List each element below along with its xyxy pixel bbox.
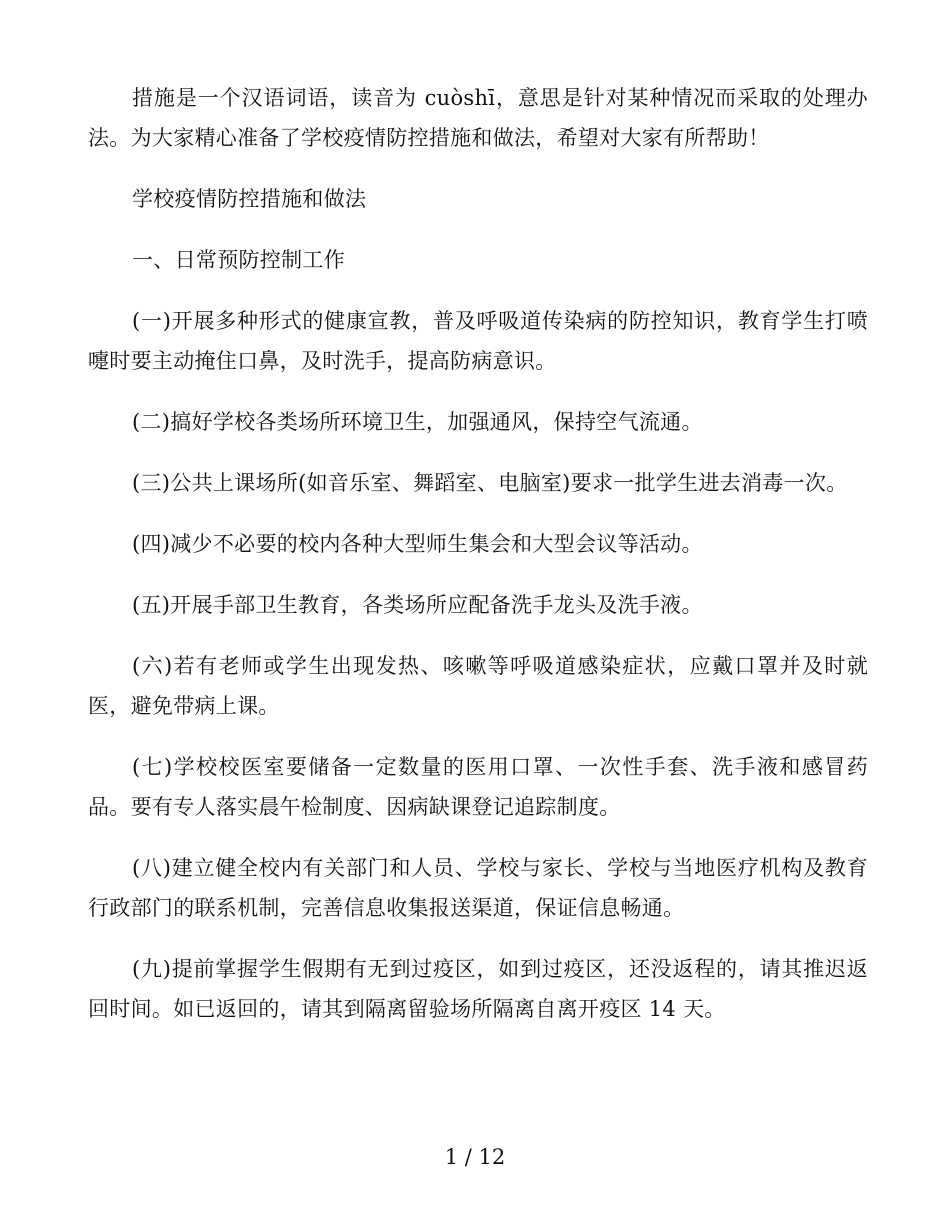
document-title: 学校疫情防控措施和做法 bbox=[132, 187, 367, 211]
document-body bbox=[88, 78, 868, 1050]
list-item: (四)减少不必要的校内各种大型师生集会和大型会议等活动。 bbox=[132, 532, 703, 556]
section-heading: 一、日常预防控制工作 bbox=[132, 248, 345, 272]
list-item: (八)建立健全校内有关部门和人员、学校与家长、学校与当地医疗机构及教育行政部门的联系机制，完善信息收集报送渠道，保证信息畅通。 bbox=[88, 856, 868, 920]
list-item: (六)若有老师或学生出现发热、咳嗽等呼吸道感染症状，应戴口罩并及时就医，避免带病上课。 bbox=[88, 654, 868, 718]
page-number: 1 / 12 bbox=[444, 1145, 506, 1169]
list-item: (三)公共上课场所(如音乐室、舞蹈室、电脑室)要求一批学生进去消毒一次。 bbox=[132, 471, 848, 495]
list-item: (九)提前掌握学生假期有无到过疫区，如到过疫区，还没返程的，请其推迟返回时间。如已返回的，请其到隔离留验场所隔离自离开疫区 14 天。 bbox=[88, 957, 868, 1021]
intro-paragraph: 措施是一个汉语词语，读音为 cuòshī，意思是针对某种情况而采取的处理办法。为大家精心准备了学校疫情防控措施和做法，希望对大家有所帮助！ bbox=[88, 86, 868, 150]
list-item: (五)开展手部卫生教育，各类场所应配备洗手龙头及洗手液。 bbox=[132, 593, 703, 617]
list-item: (七)学校校医室要储备一定数量的医用口罩、一次性手套、洗手液和感冒药品。要有专人落实晨午检制度、因病缺课登记追踪制度。 bbox=[88, 755, 868, 819]
list-item: (二)搞好学校各类场所环境卫生，加强通风，保持空气流通。 bbox=[132, 410, 703, 434]
list-item: (一)开展多种形式的健康宣教，普及呼吸道传染病的防控知识，教育学生打喷嚏时要主动掩住口鼻，及时洗手，提高防病意识。 bbox=[88, 309, 868, 373]
